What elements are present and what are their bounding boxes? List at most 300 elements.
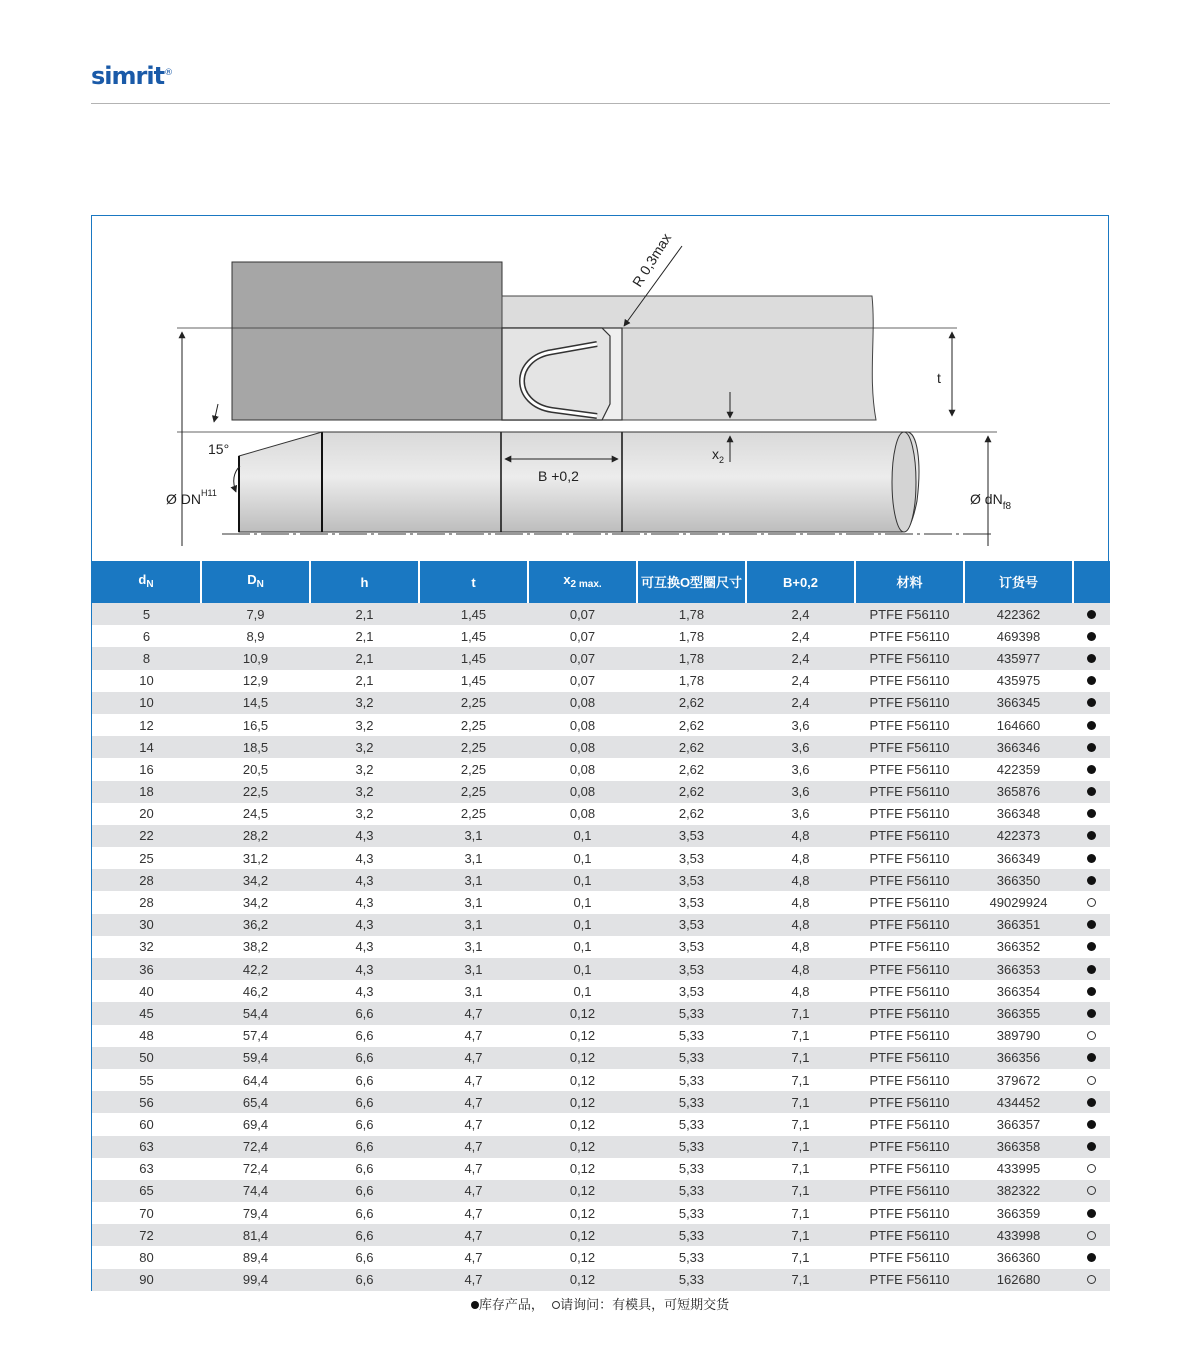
table-row — [92, 1136, 1110, 1158]
availability-cell — [1073, 1202, 1110, 1224]
on-request-icon — [1087, 1076, 1096, 1085]
on-request-icon — [1087, 1164, 1096, 1173]
availability-cell — [1073, 1246, 1110, 1268]
table-cell: 28,2 — [201, 825, 310, 847]
table-cell: 0,1 — [528, 980, 637, 1002]
table-cell: PTFE F56110 — [855, 1246, 964, 1268]
in-stock-icon — [1087, 765, 1096, 774]
legend-in-stock: 库存产品， — [478, 1298, 544, 1313]
table-row — [92, 891, 1110, 913]
table-cell: 6,6 — [310, 1136, 419, 1158]
table-cell: 0,12 — [528, 1136, 637, 1158]
table-cell: 7,1 — [746, 1180, 855, 1202]
table-cell: 65 — [92, 1180, 201, 1202]
table-cell: 0,1 — [528, 914, 637, 936]
table-cell: 0,08 — [528, 781, 637, 803]
table-cell: PTFE F56110 — [855, 1202, 964, 1224]
table-cell: 31,2 — [201, 847, 310, 869]
shaft — [239, 432, 919, 532]
table-cell: 366360 — [964, 1246, 1073, 1268]
table-cell: 1,78 — [637, 647, 746, 669]
table-row — [92, 1047, 1110, 1069]
table-cell: 2,4 — [746, 670, 855, 692]
availability-cell — [1073, 825, 1110, 847]
table-cell: 4,3 — [310, 825, 419, 847]
table-cell: 6,6 — [310, 1180, 419, 1202]
table-cell: 6,6 — [310, 1113, 419, 1135]
table-row — [92, 736, 1110, 758]
legend-on-request: 请询问：有模具，可短期交货 — [560, 1298, 730, 1313]
table-cell: 28 — [92, 891, 201, 913]
table-cell: 3,2 — [310, 758, 419, 780]
dnf-label: Ø $dN_{f8}$ — [970, 491, 1012, 512]
table-cell: 366350 — [964, 869, 1073, 891]
table-cell: 1,45 — [419, 670, 528, 692]
in-stock-icon — [1087, 831, 1096, 840]
in-stock-icon — [1087, 920, 1096, 929]
table-cell: 366356 — [964, 1047, 1073, 1069]
spec-table — [92, 561, 1110, 1291]
table-cell: 79,4 — [201, 1202, 310, 1224]
availability-cell — [1073, 758, 1110, 780]
table-cell: 4,8 — [746, 936, 855, 958]
table-cell: 4,7 — [419, 1136, 528, 1158]
table-cell: PTFE F56110 — [855, 1069, 964, 1091]
table-cell: 3,1 — [419, 936, 528, 958]
in-stock-icon — [1087, 743, 1096, 752]
table-cell: PTFE F56110 — [855, 736, 964, 758]
on-request-icon — [1087, 1275, 1096, 1284]
table-cell: 7,1 — [746, 1224, 855, 1246]
table-cell: 0,12 — [528, 1069, 637, 1091]
table-cell: 5 — [92, 603, 201, 625]
table-cell: 3,53 — [637, 980, 746, 1002]
table-cell: 90 — [92, 1269, 201, 1291]
table-cell: 2,1 — [310, 670, 419, 692]
table-cell: 4,7 — [419, 1202, 528, 1224]
table-cell: 0,08 — [528, 692, 637, 714]
table-cell: 3,53 — [637, 825, 746, 847]
in-stock-icon — [1087, 632, 1096, 641]
table-cell: 366346 — [964, 736, 1073, 758]
table-cell: 2,25 — [419, 692, 528, 714]
table-cell: 10 — [92, 692, 201, 714]
table-cell: PTFE F56110 — [855, 980, 964, 1002]
in-stock-icon — [1087, 698, 1096, 707]
table-cell: 0,1 — [528, 825, 637, 847]
table-cell: 12,9 — [201, 670, 310, 692]
table-cell: PTFE F56110 — [855, 1224, 964, 1246]
table-cell: 4,8 — [746, 825, 855, 847]
availability-cell — [1073, 891, 1110, 913]
table-cell: 0,12 — [528, 1091, 637, 1113]
table-cell: 70 — [92, 1202, 201, 1224]
table-cell: 4,7 — [419, 1002, 528, 1024]
in-stock-icon — [1087, 876, 1096, 885]
in-stock-icon — [1087, 809, 1096, 818]
table-cell: 72 — [92, 1224, 201, 1246]
table-cell: 1,45 — [419, 625, 528, 647]
table-cell: 6 — [92, 625, 201, 647]
table-cell: 3,1 — [419, 980, 528, 1002]
table-cell: 74,4 — [201, 1180, 310, 1202]
table-cell: 4,7 — [419, 1025, 528, 1047]
dn-label: Ø $DN^{H11}$ — [166, 488, 217, 507]
availability-cell — [1073, 781, 1110, 803]
table-cell: 0,08 — [528, 803, 637, 825]
table-row — [92, 825, 1110, 847]
table-cell: PTFE F56110 — [855, 914, 964, 936]
table-cell: 2,25 — [419, 758, 528, 780]
in-stock-icon — [1087, 1209, 1096, 1218]
table-cell: 63 — [92, 1136, 201, 1158]
in-stock-icon — [1087, 1098, 1096, 1107]
column-header-1: $D_N$ — [201, 561, 310, 603]
table-cell: 60 — [92, 1113, 201, 1135]
table-cell: 46,2 — [201, 980, 310, 1002]
table-cell: 4,7 — [419, 1180, 528, 1202]
table-cell: 4,8 — [746, 891, 855, 913]
in-stock-icon — [1087, 1009, 1096, 1018]
table-cell: 3,53 — [637, 847, 746, 869]
availability-cell — [1073, 869, 1110, 891]
table-row — [92, 603, 1110, 625]
table-cell: 5,33 — [637, 1180, 746, 1202]
table-cell: 0,1 — [528, 936, 637, 958]
table-cell: 22,5 — [201, 781, 310, 803]
table-cell: 5,33 — [637, 1113, 746, 1135]
table-cell: 3,6 — [746, 714, 855, 736]
table-cell: 6,6 — [310, 1202, 419, 1224]
table-cell: 72,4 — [201, 1136, 310, 1158]
table-cell: 4,8 — [746, 958, 855, 980]
table-cell: 2,1 — [310, 625, 419, 647]
table-cell: 366358 — [964, 1136, 1073, 1158]
on-request-icon — [1087, 1186, 1096, 1195]
table-cell: 5,33 — [637, 1002, 746, 1024]
table-cell: 3,1 — [419, 958, 528, 980]
table-cell: 4,8 — [746, 847, 855, 869]
table-cell: 3,6 — [746, 736, 855, 758]
table-cell: 3,1 — [419, 825, 528, 847]
table-row — [92, 1113, 1110, 1135]
table-row — [92, 847, 1110, 869]
table-cell: PTFE F56110 — [855, 869, 964, 891]
legend — [0, 1294, 1200, 1313]
availability-cell — [1073, 1269, 1110, 1291]
in-stock-icon — [1087, 1120, 1096, 1129]
seal-installation-drawing — [92, 216, 1109, 561]
table-cell: 56 — [92, 1091, 201, 1113]
table-row — [92, 1091, 1110, 1113]
table-cell: PTFE F56110 — [855, 958, 964, 980]
in-stock-icon — [1087, 987, 1096, 996]
table-row — [92, 781, 1110, 803]
table-row — [92, 1202, 1110, 1224]
table-row — [92, 914, 1110, 936]
table-cell: PTFE F56110 — [855, 1113, 964, 1135]
column-header-7: 材料 — [855, 561, 964, 603]
in-stock-icon — [1087, 1142, 1096, 1151]
in-stock-icon — [1087, 654, 1096, 663]
radius-label: R 0,3max — [628, 230, 675, 290]
table-cell: 0,12 — [528, 1246, 637, 1268]
table-cell: PTFE F56110 — [855, 1180, 964, 1202]
table-cell: 2,4 — [746, 692, 855, 714]
table-cell: 433998 — [964, 1224, 1073, 1246]
availability-cell — [1073, 847, 1110, 869]
table-cell: 382322 — [964, 1180, 1073, 1202]
table-cell: 0,07 — [528, 603, 637, 625]
table-cell: 422362 — [964, 603, 1073, 625]
table-cell: 366355 — [964, 1002, 1073, 1024]
table-cell: 25 — [92, 847, 201, 869]
table-cell: 5,33 — [637, 1025, 746, 1047]
table-cell: 69,4 — [201, 1113, 310, 1135]
b-label: B +0,2 — [538, 468, 579, 484]
table-cell: 4,3 — [310, 936, 419, 958]
table-cell: 55 — [92, 1069, 201, 1091]
table-cell: 7,1 — [746, 1113, 855, 1135]
column-header-9 — [1073, 561, 1110, 603]
table-cell: PTFE F56110 — [855, 758, 964, 780]
in-stock-icon — [1087, 1253, 1096, 1262]
table-cell: 4,3 — [310, 891, 419, 913]
table-cell: 36,2 — [201, 914, 310, 936]
in-stock-icon — [471, 1301, 479, 1309]
table-cell: 2,25 — [419, 714, 528, 736]
table-cell: 89,4 — [201, 1246, 310, 1268]
table-cell: PTFE F56110 — [855, 803, 964, 825]
table-cell: 434452 — [964, 1091, 1073, 1113]
availability-cell — [1073, 692, 1110, 714]
availability-cell — [1073, 980, 1110, 1002]
table-cell: PTFE F56110 — [855, 714, 964, 736]
table-cell: 4,7 — [419, 1269, 528, 1291]
table-header — [92, 561, 1110, 603]
table-cell: 0,08 — [528, 758, 637, 780]
availability-cell — [1073, 1069, 1110, 1091]
table-cell: 7,1 — [746, 1091, 855, 1113]
table-cell: 3,1 — [419, 914, 528, 936]
in-stock-icon — [1087, 787, 1096, 796]
table-cell: 6,6 — [310, 1158, 419, 1180]
in-stock-icon — [1087, 676, 1096, 685]
table-cell: PTFE F56110 — [855, 936, 964, 958]
table-cell: 4,7 — [419, 1158, 528, 1180]
table-cell: PTFE F56110 — [855, 670, 964, 692]
table-cell: 3,2 — [310, 714, 419, 736]
table-cell: 3,1 — [419, 847, 528, 869]
table-cell: 379672 — [964, 1069, 1073, 1091]
table-cell: 366352 — [964, 936, 1073, 958]
table-cell: 6,6 — [310, 1269, 419, 1291]
table-cell: 65,4 — [201, 1091, 310, 1113]
table-cell: 16,5 — [201, 714, 310, 736]
table-cell: 366354 — [964, 980, 1073, 1002]
table-cell: 38,2 — [201, 936, 310, 958]
table-cell: 433995 — [964, 1158, 1073, 1180]
table-cell: 14 — [92, 736, 201, 758]
availability-cell — [1073, 914, 1110, 936]
table-cell: 72,4 — [201, 1158, 310, 1180]
column-header-3: t — [419, 561, 528, 603]
table-row — [92, 936, 1110, 958]
table-cell: 2,1 — [310, 603, 419, 625]
table-cell: 7,1 — [746, 1136, 855, 1158]
table-cell: 30 — [92, 914, 201, 936]
table-cell: 5,33 — [637, 1158, 746, 1180]
table-cell: 0,12 — [528, 1158, 637, 1180]
table-row — [92, 647, 1110, 669]
table-cell: 0,08 — [528, 714, 637, 736]
table-cell: 3,1 — [419, 869, 528, 891]
table-cell: 389790 — [964, 1025, 1073, 1047]
table-cell: 5,33 — [637, 1047, 746, 1069]
table-cell: 3,2 — [310, 736, 419, 758]
table-row — [92, 980, 1110, 1002]
table-row — [92, 1246, 1110, 1268]
table-row — [92, 625, 1110, 647]
table-cell: 3,6 — [746, 803, 855, 825]
availability-cell — [1073, 670, 1110, 692]
column-header-4: $x_{2 max.}$ — [528, 561, 637, 603]
table-cell: 14,5 — [201, 692, 310, 714]
availability-cell — [1073, 647, 1110, 669]
table-cell: 3,6 — [746, 781, 855, 803]
column-header-0: $d_N$ — [92, 561, 201, 603]
angle-label: 15° — [208, 441, 230, 457]
table-cell: 2,62 — [637, 758, 746, 780]
table-cell: 32 — [92, 936, 201, 958]
availability-cell — [1073, 958, 1110, 980]
availability-cell — [1073, 736, 1110, 758]
on-request-icon — [1087, 898, 1096, 907]
table-cell: 0,1 — [528, 958, 637, 980]
table-cell: 4,8 — [746, 980, 855, 1002]
table-cell: 28 — [92, 869, 201, 891]
column-header-5: 可互换O型圈尺寸 — [637, 561, 746, 603]
table-cell: 6,6 — [310, 1069, 419, 1091]
table-row — [92, 1224, 1110, 1246]
in-stock-icon — [1087, 610, 1096, 619]
table-cell: 0,12 — [528, 1202, 637, 1224]
on-request-icon — [1087, 1031, 1096, 1040]
table-row — [92, 1002, 1110, 1024]
table-cell: 422373 — [964, 825, 1073, 847]
availability-cell — [1073, 1025, 1110, 1047]
table-cell: 7,9 — [201, 603, 310, 625]
table-cell: 3,53 — [637, 891, 746, 913]
availability-cell — [1073, 625, 1110, 647]
availability-cell — [1073, 1180, 1110, 1202]
table-cell: 0,1 — [528, 869, 637, 891]
table-row — [92, 1158, 1110, 1180]
table-cell: PTFE F56110 — [855, 692, 964, 714]
table-cell: 48 — [92, 1025, 201, 1047]
table-cell: 59,4 — [201, 1047, 310, 1069]
table-cell: 36 — [92, 958, 201, 980]
table-row — [92, 1180, 1110, 1202]
table-cell: 6,6 — [310, 1246, 419, 1268]
table-row — [92, 758, 1110, 780]
in-stock-icon — [1087, 965, 1096, 974]
table-cell: 81,4 — [201, 1224, 310, 1246]
table-cell: 18 — [92, 781, 201, 803]
table-cell: 5,33 — [637, 1136, 746, 1158]
table-row — [92, 803, 1110, 825]
table-cell: PTFE F56110 — [855, 1158, 964, 1180]
table-cell: 12 — [92, 714, 201, 736]
table-row — [92, 714, 1110, 736]
table-cell: 366359 — [964, 1202, 1073, 1224]
table-cell: 3,53 — [637, 958, 746, 980]
availability-cell — [1073, 803, 1110, 825]
table-cell: 162680 — [964, 1269, 1073, 1291]
table-row — [92, 1025, 1110, 1047]
table-cell: PTFE F56110 — [855, 891, 964, 913]
table-cell: 54,4 — [201, 1002, 310, 1024]
table-cell: 4,7 — [419, 1069, 528, 1091]
availability-cell — [1073, 1113, 1110, 1135]
table-cell: 2,62 — [637, 736, 746, 758]
table-cell: 6,6 — [310, 1091, 419, 1113]
table-cell: 22 — [92, 825, 201, 847]
table-cell: 4,7 — [419, 1246, 528, 1268]
simrit-logo: simrit® — [91, 62, 174, 90]
table-cell: 435977 — [964, 647, 1073, 669]
table-cell: 366345 — [964, 692, 1073, 714]
in-stock-icon — [1087, 1053, 1096, 1062]
housing — [232, 262, 502, 420]
table-cell: 7,1 — [746, 1269, 855, 1291]
table-cell: 4,7 — [419, 1224, 528, 1246]
table-cell: 5,33 — [637, 1224, 746, 1246]
availability-cell — [1073, 1091, 1110, 1113]
column-header-8: 订货号 — [964, 561, 1073, 603]
table-cell: 2,25 — [419, 781, 528, 803]
in-stock-icon — [1087, 721, 1096, 730]
table-cell: 49029924 — [964, 891, 1073, 913]
on-request-icon — [552, 1301, 560, 1309]
table-cell: 422359 — [964, 758, 1073, 780]
table-cell: 7,1 — [746, 1025, 855, 1047]
table-cell: PTFE F56110 — [855, 1025, 964, 1047]
table-cell: 2,62 — [637, 692, 746, 714]
table-cell: 366351 — [964, 914, 1073, 936]
table-cell: 0,07 — [528, 670, 637, 692]
table-cell: 2,25 — [419, 736, 528, 758]
table-cell: PTFE F56110 — [855, 625, 964, 647]
table-cell: 34,2 — [201, 891, 310, 913]
table-cell: 16 — [92, 758, 201, 780]
table-cell: 8 — [92, 647, 201, 669]
table-cell: 4,8 — [746, 914, 855, 936]
table-cell: 6,6 — [310, 1025, 419, 1047]
table-cell: 7,1 — [746, 1069, 855, 1091]
table-cell: 1,78 — [637, 603, 746, 625]
table-cell: 3,2 — [310, 692, 419, 714]
table-cell: 366349 — [964, 847, 1073, 869]
table-cell: 0,12 — [528, 1180, 637, 1202]
in-stock-icon — [1087, 942, 1096, 951]
table-cell: 1,78 — [637, 625, 746, 647]
table-row — [92, 670, 1110, 692]
table-cell: PTFE F56110 — [855, 1047, 964, 1069]
table-cell: 10 — [92, 670, 201, 692]
table-cell: 469398 — [964, 625, 1073, 647]
table-body — [92, 603, 1110, 1291]
